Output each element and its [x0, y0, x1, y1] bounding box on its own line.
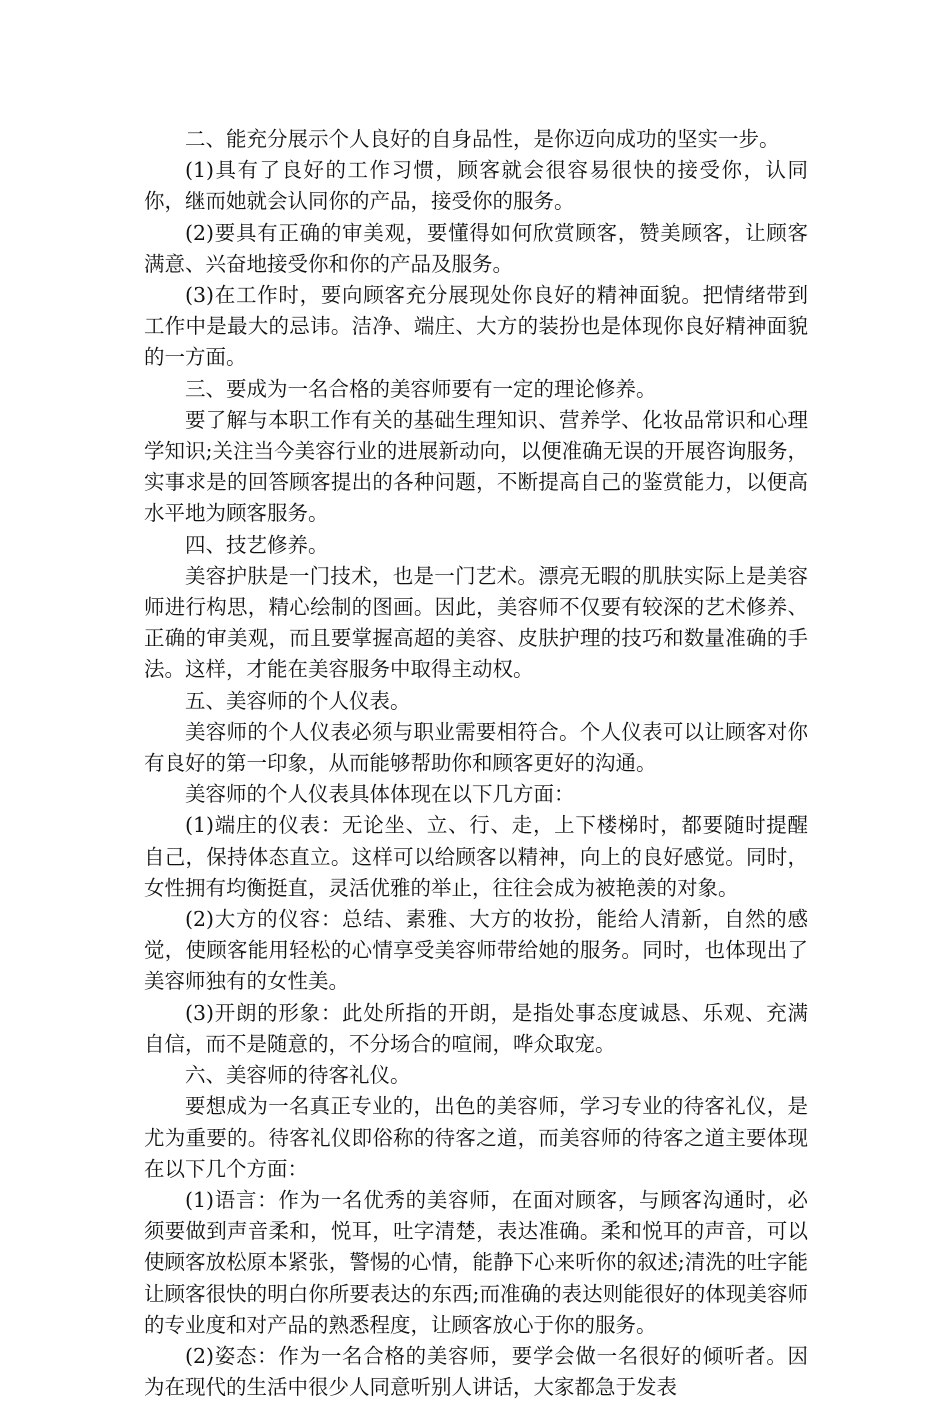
paragraph: 美容护肤是一门技术，也是一门艺术。漂亮无暇的肌肤实际上是美容师进行构思，精心绘制的图画。因此，美容师不仅要有较深的艺术修养、正确的审美观，而且要掌握高超的美容、皮肤护理的技巧和数量准确的手法。这样，才能在美容服务中取得主动权。: [144, 563, 808, 682]
paragraph: (2)姿态：作为一名合格的美容师，要学会做一名很好的倾听者。因为在现代的生活中很少人同意听别人讲话，大家都急于发表: [144, 1343, 808, 1400]
section-heading: 四、技艺修养。: [185, 532, 329, 557]
paragraph: (1)语言：作为一名优秀的美容师，在面对顾客，与顾客沟通时，必须要做到声音柔和，悦耳，吐字清楚，表达准确。柔和悦耳的声音，可以使顾客放松原本紧张，警惕的心情，能静下心来听你的叙述;清洗的吐字能让顾客很快的明白你所要表达的东西;而准确的表达则能很好的体现美容师的专业度和对产品的熟悉程度，让顾客放心于你的服务。: [144, 1187, 808, 1337]
paragraph: 美容师的个人仪表必须与职业需要相符合。个人仪表可以让顾客对你有良好的第一印象，从而能够帮助你和顾客更好的沟通。: [144, 719, 808, 776]
paragraph: 美容师的个人仪表具体体现在以下几方面：: [185, 782, 575, 807]
paragraph: (3)在工作时，要向顾客充分展现处你良好的精神面貌。把情绪带到工作中是最大的忌讳。洁净、端庄、大方的装扮也是体现你良好精神面貌的一方面。: [144, 283, 808, 370]
paragraph: (2)要具有正确的审美观，要懂得如何欣赏顾客，赞美顾客，让顾客满意、兴奋地接受你和你的产品及服务。: [144, 220, 808, 276]
paragraph: (1)端庄的仪表：无论坐、立、行、走，上下楼梯时，都要随时提醒自己，保持体态直立。这样可以给顾客以精神，向上的良好感觉。同时，女性拥有均衡挺直，灵活优雅的举止，往往会成为被艳羡的对象。: [144, 813, 808, 900]
paragraph: 要想成为一名真正专业的，出色的美容师，学习专业的待客礼仪，是尤为重要的。待客礼仪即俗称的待客之道，而美容师的待客之道主要体现在以下几个方面：: [144, 1094, 808, 1181]
document-page: [144, 124, 808, 1403]
section-heading: 五、美容师的个人仪表。: [185, 688, 411, 713]
paragraph: 二、能充分展示个人良好的自身品性，是你迈向成功的坚实一步。: [185, 127, 780, 151]
paragraph: (3)开朗的形象：此处所指的开朗，是指处事态度诚恳、乐观、充满自信，而不是随意的，不分场合的喧闹，哗众取宠。: [144, 1000, 808, 1056]
section-heading: 六、美容师的待客礼仪。: [185, 1063, 411, 1088]
paragraph: 要了解与本职工作有关的基础生理知识、营养学、化妆品常识和心理学知识;关注当今美容行业的进展新动向，以便准确无误的开展咨询服务，实事求是的回答顾客提出的各种问题，不断提高自己的鉴赏能力，以便高水平地为顾客服务。: [144, 407, 808, 526]
paragraph: (2)大方的仪容：总结、素雅、大方的妆扮，能给人清新，自然的感觉，使顾客能用轻松的心情享受美容师带给她的服务。同时，也体现出了美容师独有的女性美。: [144, 907, 808, 994]
section-heading: 三、要成为一名合格的美容师要有一定的理论修养。: [185, 376, 657, 401]
paragraph: (1)具有了良好的工作习惯，顾客就会很容易很快的接受你，认同你，继而她就会认同你的产品，接受你的服务。: [144, 158, 808, 214]
